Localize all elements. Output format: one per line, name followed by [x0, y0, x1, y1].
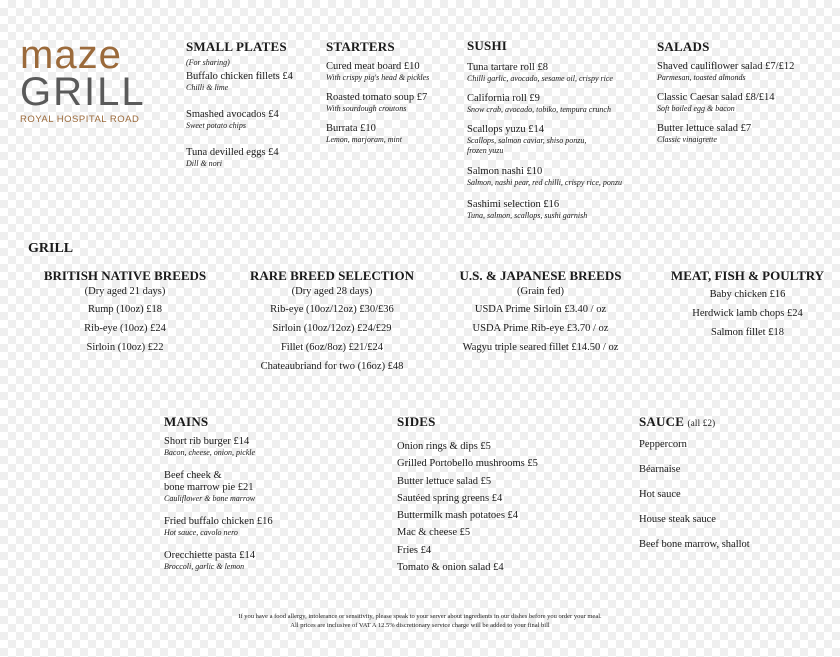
item-desc: Chilli garlic, avocado, sesame oil, crispy rice — [467, 74, 613, 83]
section-title: SAUCE — [639, 414, 685, 429]
item-name: Orecchiette pasta £14 — [164, 550, 255, 561]
grill-col-sub: (Dry aged 28 days) — [291, 286, 373, 297]
item-desc: Sweet potato chips — [186, 121, 246, 130]
grill-title: GRILL — [28, 241, 74, 256]
grill-col-sub: (Dry aged 21 days) — [84, 286, 166, 297]
item-desc: Lemon, marjoram, mint — [326, 135, 403, 144]
side-item: Sautéed spring greens £4 — [397, 492, 503, 504]
grill-item: Rib-eye (10oz/12oz) £30/£36 — [270, 304, 394, 315]
item-name: Fried buffalo chicken £16 — [164, 516, 273, 527]
menu-item — [186, 147, 321, 169]
side-item: Mac & cheese £5 — [397, 527, 471, 539]
item-desc: Parmesan, toasted almonds — [657, 73, 746, 82]
item-desc: Cauliflower & bone marrow — [164, 494, 256, 503]
side-item: Butter lettuce salad £5 — [397, 475, 492, 487]
section-note: (all £2) — [687, 418, 716, 428]
logo-maze: maze — [20, 33, 122, 77]
footer — [0, 612, 840, 630]
item-desc: Scallops, salmon caviar, shiso ponzu, — [467, 136, 587, 145]
grill-item: Sirloin (10oz/12oz) £24/£29 — [272, 323, 392, 334]
menu-item — [326, 92, 466, 114]
sauce-item: Peppercorn — [639, 439, 687, 450]
grill-rare-breed — [232, 268, 432, 376]
menu-item — [467, 62, 647, 84]
side-item: Tomato & onion salad £4 — [397, 562, 504, 574]
grill-us-japanese — [448, 268, 633, 357]
grill-item: Fillet (6oz/8oz) £21/£24 — [280, 342, 384, 353]
grill-col-sub: (Grain fed) — [517, 286, 564, 297]
item-name: Tuna tartare roll £8 — [467, 62, 548, 73]
sauce-item: House steak sauce — [639, 514, 716, 525]
section-title: STARTERS — [326, 39, 395, 54]
section-title: MAINS — [164, 414, 209, 429]
item-desc: Broccoli, garlic & lemon — [164, 562, 245, 571]
section-starters — [326, 39, 466, 155]
grill-item: Rib-eye (10oz) £24 — [84, 323, 166, 334]
section-small-plates — [186, 39, 321, 179]
item-name: Roasted tomato soup £7 — [326, 92, 428, 103]
sauce-item: Béarnaise — [639, 464, 681, 475]
item-name: Sashimi selection £16 — [467, 199, 560, 210]
grill-item: Herdwick lamb chops £24 — [692, 308, 803, 319]
menu-item — [164, 436, 324, 458]
logo-grill: GRILL — [20, 70, 146, 114]
section-sides — [397, 414, 597, 576]
item-desc: With crispy pig's head & pickles — [326, 73, 430, 82]
grill-col-title: RARE BREED SELECTION — [250, 268, 414, 283]
grill-col-title: MEAT, FISH & POULTRY — [670, 268, 825, 283]
grill-item: USDA Prime Rib-eye £3.70 / oz — [472, 323, 609, 334]
item-name: Burrata £10 — [326, 123, 376, 134]
item-name: Smashed avocados £4 — [186, 109, 279, 120]
grill-item: Baby chicken £16 — [709, 289, 786, 300]
item-name: Short rib burger £14 — [164, 436, 250, 447]
item-name: Cured meat board £10 — [326, 61, 420, 72]
footer-allergy-note: If you have a food allergy, intolerance or sensitivity, please speak to your server about ingredients in our dishes before you order your meal. — [238, 613, 602, 620]
menu-item — [164, 470, 324, 504]
grill-item: Salmon fillet £18 — [711, 327, 784, 338]
item-desc: Tuna, salmon, scallops, sushi garnish — [467, 211, 588, 220]
section-title: SMALL PLATES — [186, 39, 287, 54]
item-name: Buffalo chicken fillets £4 — [186, 71, 293, 82]
item-desc: Dill & nori — [186, 159, 223, 168]
side-item: Grilled Portobello mushrooms £5 — [397, 458, 538, 470]
grill-col-title: U.S. & JAPANESE BREEDS — [459, 268, 622, 283]
item-desc: Chilli & lime — [186, 83, 229, 92]
grill-british-native — [30, 268, 220, 357]
item-desc: With sourdough croutons — [326, 104, 407, 113]
menu-item — [467, 93, 647, 115]
item-name: Classic Caesar salad £8/£14 — [657, 92, 775, 103]
menu-item — [467, 166, 647, 188]
section-title: SALADS — [657, 39, 710, 54]
section-mains — [164, 414, 324, 584]
item-desc: Snow crab, avocado, tobiko, tempura crunch — [467, 105, 611, 114]
grill-item: Wagyu triple seared fillet £14.50 / oz — [462, 342, 619, 353]
logo — [20, 33, 146, 125]
item-desc: Hot sauce, cavolo nero — [164, 528, 238, 537]
menu-item — [326, 61, 466, 83]
grill-item: Chateaubriand for two (16oz) £48 — [260, 361, 404, 372]
item-name: Salmon nashi £10 — [467, 166, 543, 177]
item-name: Butter lettuce salad £7 — [657, 123, 752, 134]
section-note: (For sharing) — [186, 58, 230, 67]
sauce-item: Beef bone marrow, shallot — [639, 539, 750, 550]
menu-item — [326, 123, 466, 145]
section-salads — [657, 39, 832, 155]
item-name: Scallops yuzu £14 — [467, 124, 544, 135]
menu-item — [467, 124, 647, 156]
grill-item: USDA Prime Sirloin £3.40 / oz — [474, 304, 607, 315]
menu-item — [467, 199, 647, 221]
item-name-cont: bone marrow pie £21 — [164, 482, 254, 493]
footer-vat-note: All prices are inclusive of VAT A 12.5% discretionary service charge will be added to your final bill — [290, 622, 550, 629]
side-item: Buttermilk mash potatoes £4 — [397, 510, 519, 522]
menu-item — [186, 109, 321, 131]
grill-item: Rump (10oz) £18 — [87, 304, 163, 315]
item-desc-cont: frozen yuzu — [467, 146, 504, 155]
item-desc: Classic vinaigrette — [657, 135, 717, 144]
menu-item — [186, 71, 321, 93]
grill-meat-fish-poultry — [665, 268, 830, 342]
menu-item — [657, 123, 832, 145]
section-title: SIDES — [397, 414, 436, 429]
section-sushi — [467, 38, 647, 231]
sauce-item: Hot sauce — [639, 489, 681, 500]
grill-col-title: BRITISH NATIVE BREEDS — [43, 268, 207, 283]
grill-item: Sirloin (10oz) £22 — [86, 342, 164, 353]
menu-item — [657, 92, 832, 114]
menu-item — [164, 516, 324, 538]
item-desc: Bacon, cheese, onion, pickle — [164, 448, 256, 457]
item-name: Beef cheek & — [164, 470, 222, 481]
item-name: California roll £9 — [467, 93, 540, 104]
menu-item — [657, 61, 832, 83]
item-desc: Soft boiled egg & bacon — [657, 104, 735, 113]
section-sauce — [639, 414, 829, 557]
item-desc: Salmon, nashi pear, red chilli, crispy rice, ponzu — [467, 178, 623, 187]
menu-item — [164, 550, 324, 572]
logo-subtitle: ROYAL HOSPITAL ROAD — [20, 114, 140, 125]
item-name: Shaved cauliflower salad £7/£12 — [657, 61, 795, 72]
section-title: SUSHI — [467, 38, 508, 53]
side-item: Fries £4 — [397, 544, 432, 556]
item-name: Tuna devilled eggs £4 — [186, 147, 279, 158]
side-item: Onion rings & dips £5 — [397, 441, 491, 452]
